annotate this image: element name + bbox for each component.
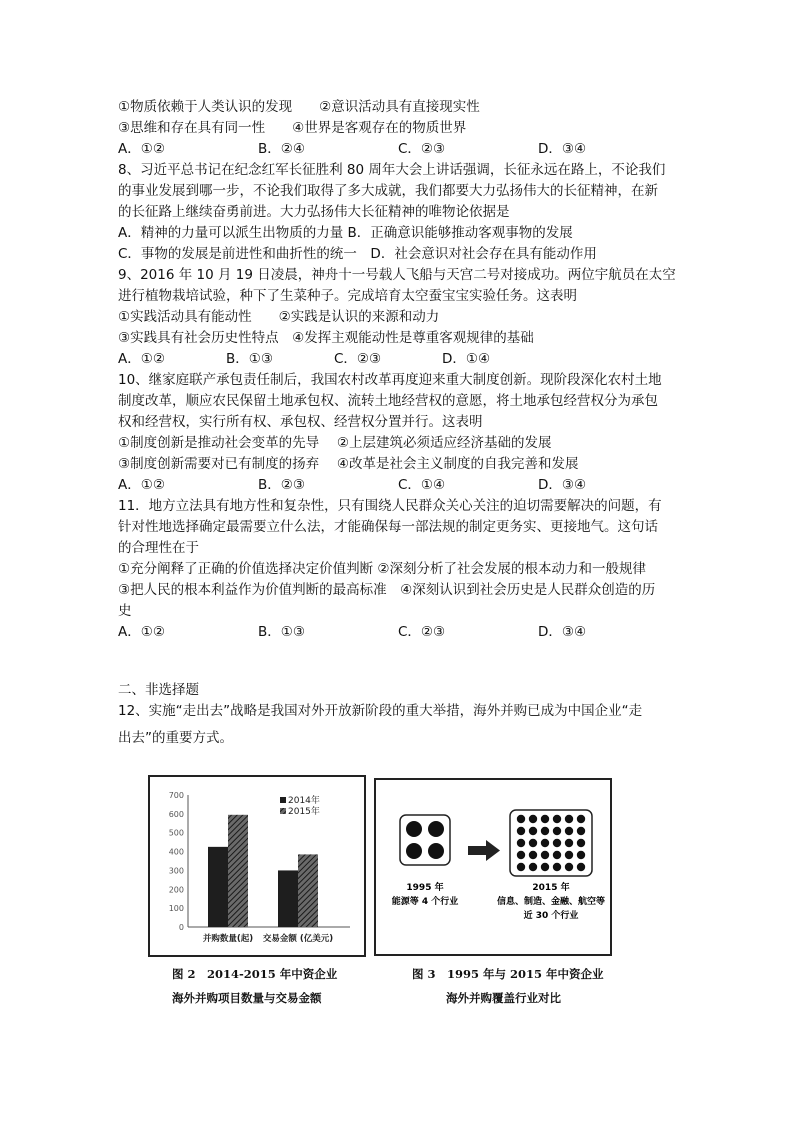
industry-dot-1995: [428, 843, 444, 859]
figure-2-bar-chart: [150, 777, 364, 955]
industry-dot-2015: [541, 815, 549, 823]
industry-dot-2015: [577, 839, 585, 847]
q9-option-c: C．②③: [334, 351, 382, 367]
industry-dot-2015: [565, 863, 573, 871]
industry-dot-2015: [577, 827, 585, 835]
industry-dot-2015: [517, 863, 525, 871]
industry-dot-2015: [565, 827, 573, 835]
industry-dot-2015: [541, 851, 549, 859]
industry-dot-2015: [541, 863, 549, 871]
q7-answer-options: [118, 139, 678, 160]
q11-option-c: C．②③: [398, 624, 446, 640]
q7-option-line-1: ①物质依赖于人类认识的发现 ②意识活动具有直接现实性: [118, 99, 480, 115]
q8-options-cd: C．事物的发展是前进性和曲折性的统一 D．社会意识对社会存在具有能动作用: [118, 246, 597, 262]
q12-stem-line-1: 12、实施“走出去”战略是我国对外开放新阶段的重大举措，海外并购已成为中国企业“走: [118, 703, 643, 719]
industry-dot-2015: [577, 863, 585, 871]
q11-option-a: A．①②: [118, 624, 165, 640]
industry-dot-2015: [529, 863, 537, 871]
q8-stem-line-1: 8、习近平总书记在纪念红军长征胜利 80 周年大会上讲话强调，长征永远在路上，不论我们: [118, 162, 666, 178]
q9-stem-line-2: 进行植物栽培试验，种下了生菜种子。完成培育太空蚕宝宝实验任务。这表明: [118, 288, 577, 304]
q9-option-d: D．①④: [442, 351, 491, 367]
industry-dot-2015: [529, 815, 537, 823]
industry-dot-2015: [577, 851, 585, 859]
industry-dot-1995: [406, 843, 422, 859]
q9-option-a: A．①②: [118, 351, 165, 367]
q11-stem-line-3: 的合理性在于: [118, 540, 199, 556]
q10-option-d: D．③④: [538, 477, 587, 493]
industry-dot-2015: [565, 839, 573, 847]
y-tick-label: 300: [168, 866, 184, 876]
q11-statement-line-1: ①充分阐释了正确的价值选择决定价值判断 ②深刻分析了社会发展的根本动力和一般规律: [118, 561, 646, 577]
y-tick-label: 500: [168, 828, 184, 838]
industry-dot-2015: [541, 827, 549, 835]
box-1995: [400, 815, 450, 865]
q11-answer-options: [118, 622, 678, 643]
q7-option-line-2: ③思维和存在具有同一性 ④世界是客观存在的物质世界: [118, 120, 467, 136]
q10-statement-line-2: ③制度创新需要对已有制度的扬弃 ④改革是社会主义制度的自我完善和发展: [118, 456, 579, 472]
industry-dot-2015: [517, 851, 525, 859]
q9-option-b: B．①③: [226, 351, 273, 367]
bar-2014-count: [208, 847, 228, 927]
industry-dot-1995: [406, 821, 422, 837]
industry-dot-1995: [428, 821, 444, 837]
q10-stem-line-1: 10、继家庭联产承包责任制后，我国农村改革再度迎来重大制度创新。现阶段深化农村土地: [118, 372, 662, 388]
figure-2-caption-line-2: 海外并购项目数量与交易金额: [172, 991, 322, 1005]
q8-stem-line-2: 的事业发展到哪一步，不论我们取得了多大成就，我们都要大力弘扬伟大的长征精神，在新: [118, 183, 658, 199]
y-tick-label: 200: [168, 885, 184, 895]
q11-option-d: D．③④: [538, 624, 587, 640]
legend-swatch: [280, 797, 286, 803]
industry-dot-2015: [517, 839, 525, 847]
figure-3-caption-line-1: 图 3 1995 年与 2015 年中资企业: [412, 967, 604, 981]
figure-2-caption-line-1: 图 2 2014-2015 年中资企业: [172, 967, 338, 981]
industry-dot-2015: [529, 839, 537, 847]
industry-dot-2015: [553, 839, 561, 847]
industry-dot-2015: [553, 827, 561, 835]
label-2015-year: 2015 年: [532, 883, 570, 893]
q11-stem-line-2: 针对性地选择确定最需要立什么法，才能确保每一部法规的制定更务实、更接地气。这句话: [118, 519, 658, 535]
industry-dot-2015: [541, 839, 549, 847]
industry-dot-2015: [529, 851, 537, 859]
industry-dot-2015: [553, 863, 561, 871]
industry-dot-2015: [565, 815, 573, 823]
figure-2-frame: [148, 775, 366, 957]
legend-swatch: [280, 808, 286, 814]
figure-3-frame: [374, 778, 612, 956]
industry-dot-2015: [565, 851, 573, 859]
industry-dot-2015: [553, 851, 561, 859]
y-tick-label: 400: [168, 847, 184, 857]
industry-dot-2015: [517, 827, 525, 835]
label-1995-desc: 能源等 4 个行业: [391, 897, 459, 907]
q10-answer-options: [118, 475, 678, 496]
bar-2015-amount: [298, 854, 318, 927]
q11-statement-line-3: 史: [118, 603, 132, 619]
q9-stem-line-1: 9、2016 年 10 月 19 日凌晨，神舟十一号载人飞船与天宫二号对接成功。两位宇航员在太空: [118, 267, 676, 283]
section-heading: 二、非选择题: [118, 682, 199, 698]
q10-statement-line-1: ①制度创新是推动社会变革的先导 ②上层建筑必须适应经济基础的发展: [118, 435, 552, 451]
y-tick-label: 100: [168, 904, 184, 914]
q12-stem-line-2: 出去”的重要方式。: [118, 730, 233, 746]
legend-label: 2015年: [288, 807, 320, 817]
q8-options-ab: A．精神的力量可以派生出物质的力量 B．正确意识能够推动客观事物的发展: [118, 225, 573, 241]
industry-dot-2015: [529, 827, 537, 835]
legend-label: 2014年: [288, 796, 320, 806]
y-tick-label: 0: [178, 923, 184, 932]
q7-option-b: B．②④: [258, 141, 305, 157]
industry-dot-2015: [577, 815, 585, 823]
label-2015-desc-1: 信息、制造、金融、航空等: [496, 897, 606, 907]
q7-option-a: A．①②: [118, 141, 165, 157]
q10-option-c: C．①④: [398, 477, 446, 493]
q11-stem-line-1: 11．地方立法具有地方性和复杂性，只有围绕人民群众关心关注的迫切需要解决的问题，有: [118, 498, 662, 514]
q10-stem-line-3: 权和经营权，实行所有权、承包权、经营权分置并行。这表明: [118, 414, 483, 430]
q7-option-c: C．②③: [398, 141, 446, 157]
q9-statement-line-2: ③实践具有社会历史性特点 ④发挥主观能动性是尊重客观规律的基础: [118, 330, 534, 346]
q11-statement-line-2: ③把人民的根本利益作为价值判断的最高标准 ④深刻认识到社会历史是人民群众创造的历: [118, 582, 656, 598]
q10-option-a: A．①②: [118, 477, 165, 493]
y-tick-label: 600: [168, 809, 184, 819]
q9-statement-line-1: ①实践活动具有能动性 ②实践是认识的来源和动力: [118, 309, 440, 325]
q10-stem-line-2: 制度改革，顺应农民保留土地承包权、流转土地经营权的意愿，将土地承包经营权分为承包: [118, 393, 658, 409]
figure-3-diagram: [376, 780, 610, 954]
q11-option-b: B．①③: [258, 624, 305, 640]
industry-dot-2015: [553, 815, 561, 823]
industry-dot-2015: [517, 815, 525, 823]
q7-option-d: D．③④: [538, 141, 587, 157]
label-1995-year: 1995 年: [406, 883, 444, 893]
figure-3-caption-line-2: 海外并购覆盖行业对比: [446, 991, 561, 1005]
x-category-label: 交易金额 (亿美元): [262, 934, 334, 944]
y-tick-label: 700: [168, 791, 184, 800]
label-2015-desc-2: 近 30 个行业: [523, 911, 579, 921]
bar-2015-count: [228, 815, 248, 927]
x-category-label: 并购数量(起): [202, 934, 254, 944]
arrow-icon: [468, 840, 500, 861]
q8-stem-line-3: 的长征路上继续奋勇前进。大力弘扬伟大长征精神的唯物论依据是: [118, 204, 510, 220]
bar-2014-amount: [278, 870, 298, 927]
q10-option-b: B．②③: [258, 477, 305, 493]
q9-answer-options: [118, 349, 678, 370]
